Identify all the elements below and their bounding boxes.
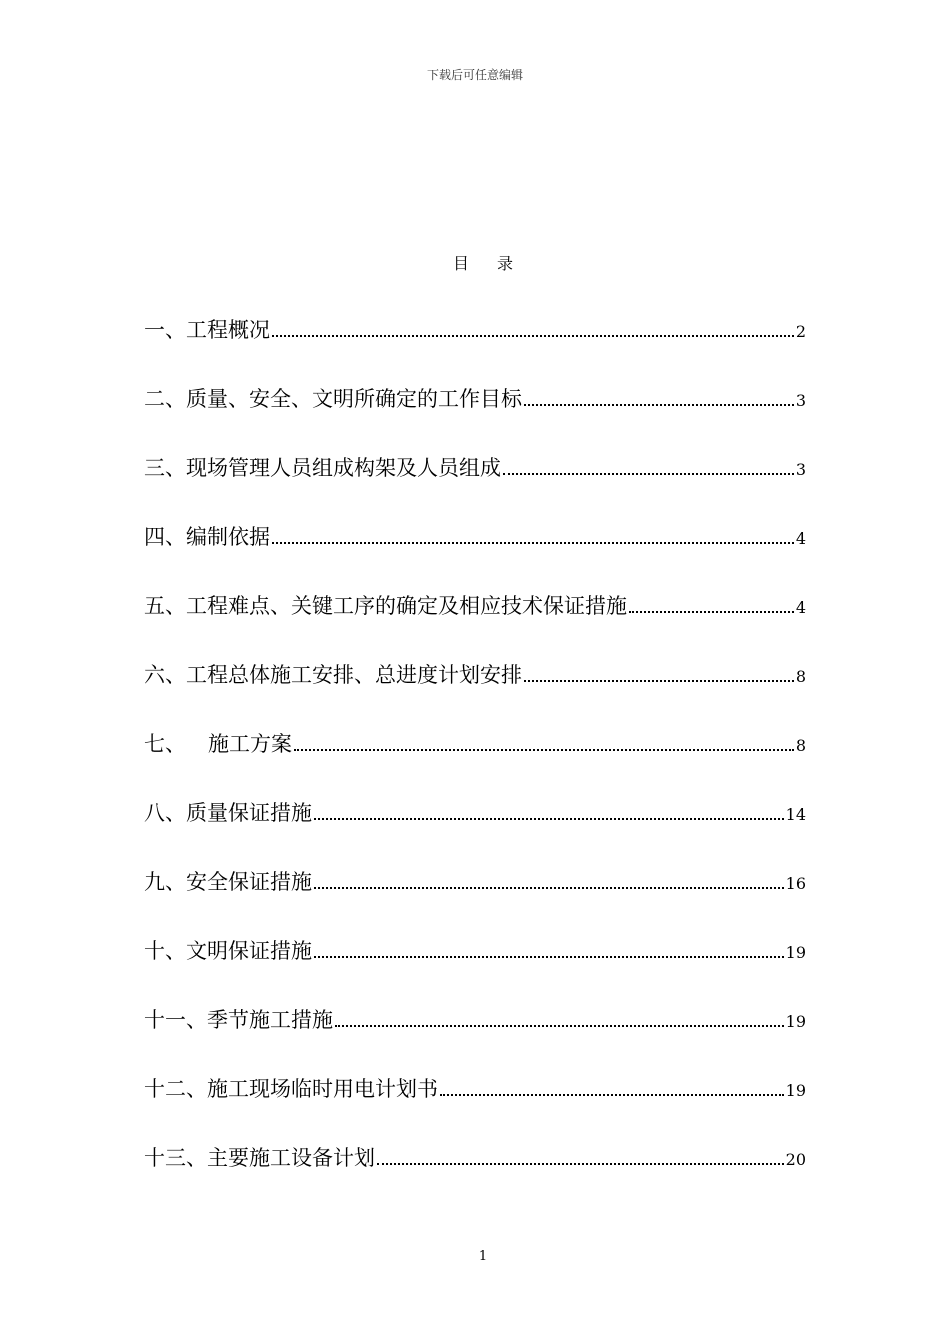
toc-entry-label: 八、质量保证措施 <box>144 801 312 825</box>
toc-entry-page: 8 <box>795 736 806 755</box>
toc-entry-label: 七、 施工方案 <box>144 732 292 756</box>
toc-entry-label: 五、工程难点、关键工序的确定及相应技术保证措施 <box>144 594 627 618</box>
toc-leader <box>314 887 784 889</box>
toc-entry-label: 二、质量、安全、文明所确定的工作目标 <box>144 387 522 411</box>
toc-leader <box>377 1163 784 1165</box>
toc-entry-page: 19 <box>785 943 806 962</box>
toc-entry-4[interactable] <box>144 520 806 589</box>
toc-entry-page: 3 <box>795 460 806 479</box>
toc-entry-10[interactable] <box>144 934 806 1003</box>
toc-entry-12[interactable] <box>144 1072 806 1141</box>
toc-entry-9[interactable] <box>144 865 806 934</box>
toc-leader <box>314 956 784 958</box>
toc-entry-13[interactable] <box>144 1141 806 1210</box>
toc-leader <box>335 1025 784 1027</box>
toc-entry-6[interactable] <box>144 658 806 727</box>
toc-title <box>0 251 950 274</box>
toc-title-left: 目 <box>452 254 469 273</box>
toc-entry-page: 3 <box>795 391 806 410</box>
header-note: 下载后可任意编辑 <box>426 68 523 82</box>
toc-entry-page: 16 <box>785 874 806 893</box>
toc-list <box>144 313 806 1210</box>
toc-leader <box>272 542 794 544</box>
toc-entry-page: 14 <box>785 805 806 824</box>
page-number: 1 <box>478 1249 488 1264</box>
toc-entry-8[interactable] <box>144 796 806 865</box>
toc-entry-page: 4 <box>795 598 806 617</box>
toc-leader <box>503 473 794 475</box>
toc-entry-page: 2 <box>795 322 806 341</box>
toc-leader <box>272 335 794 337</box>
toc-title-right: 录 <box>497 254 514 273</box>
toc-entry-page: 8 <box>795 667 806 686</box>
toc-entry-page: 19 <box>785 1081 806 1100</box>
toc-entry-1[interactable] <box>144 313 806 382</box>
toc-leader <box>314 818 784 820</box>
toc-entry-label: 一、工程概况 <box>144 318 270 342</box>
toc-entry-2[interactable] <box>144 382 806 451</box>
toc-entry-label: 十一、季节施工措施 <box>144 1008 333 1032</box>
toc-entry-label: 十三、主要施工设备计划 <box>144 1146 375 1170</box>
toc-leader <box>524 680 794 682</box>
toc-leader <box>294 749 794 751</box>
toc-entry-page: 4 <box>795 529 806 548</box>
toc-entry-label: 四、编制依据 <box>144 525 270 549</box>
toc-entry-label: 十二、施工现场临时用电计划书 <box>144 1077 438 1101</box>
toc-leader <box>629 611 794 613</box>
toc-entry-7[interactable] <box>144 727 806 796</box>
toc-entry-3[interactable] <box>144 451 806 520</box>
toc-entry-label: 三、现场管理人员组成构架及人员组成 <box>144 456 501 480</box>
toc-entry-label: 九、安全保证措施 <box>144 870 312 894</box>
toc-entry-page: 19 <box>785 1012 806 1031</box>
toc-entry-5[interactable] <box>144 589 806 658</box>
toc-entry-11[interactable] <box>144 1003 806 1072</box>
toc-entry-page: 20 <box>785 1150 806 1169</box>
toc-entry-label: 六、工程总体施工安排、总进度计划安排 <box>144 663 522 687</box>
toc-entry-label: 十、文明保证措施 <box>144 939 312 963</box>
toc-leader <box>524 404 794 406</box>
toc-leader <box>440 1094 784 1096</box>
